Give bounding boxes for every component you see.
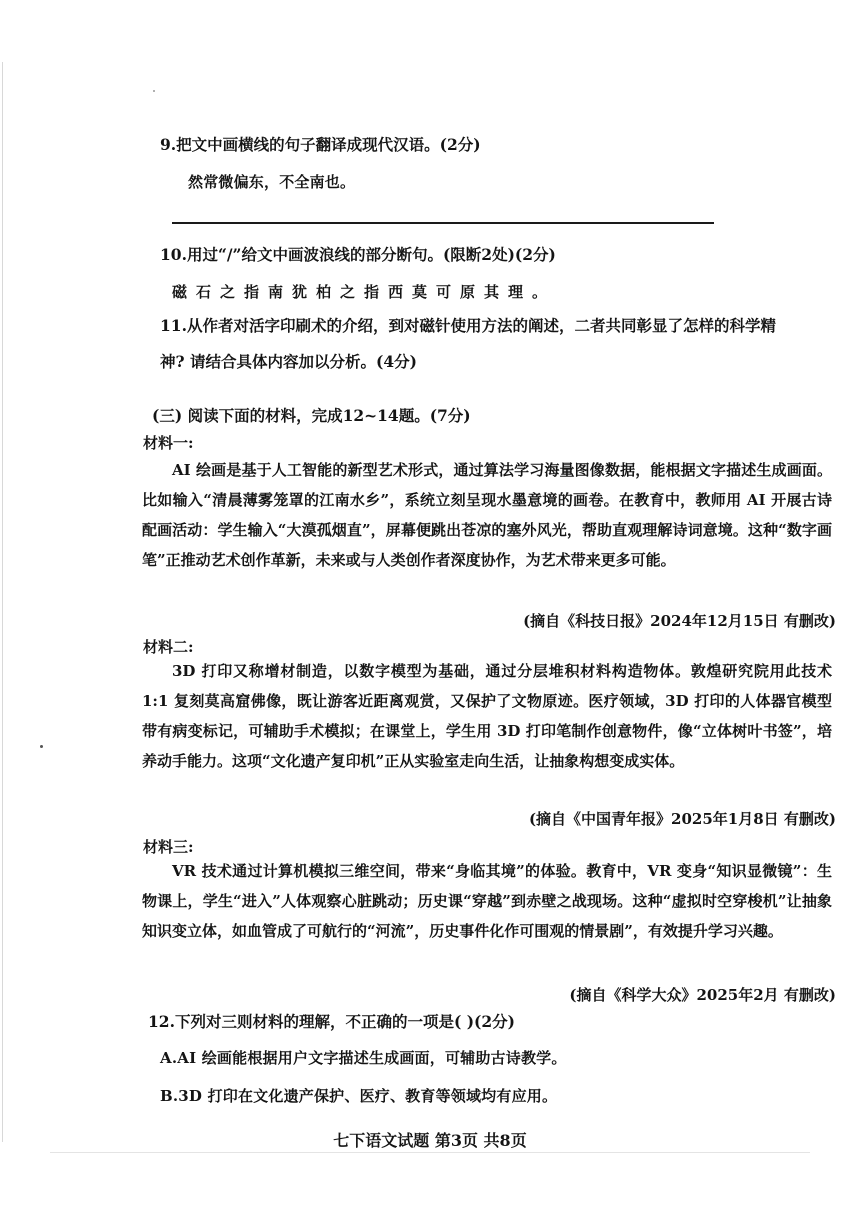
material-3-source: (摘自《科学大众》2025年2月 有删改) xyxy=(569,986,836,1004)
material-3-text xyxy=(142,856,832,946)
question-9-sentence: 然常微偏东，不全南也。 xyxy=(188,173,356,191)
material-1-body: AI 绘画是基于人工智能的新型艺术形式，通过算法学习海量图像数据，能根据文字描述生成画面。比如输入“清晨薄雾笼罩的江南水乡”，系统立刻呈现水墨意境的画卷。在教育中，教师用 AI 开展古诗配画活动：学生输入“大漠孤烟直”，屏幕便跳出苍凉的塞外风光，帮助直观理解诗词意境。这种“数字画笔”正推动艺术创作革新，未来或与人类创作者深度协作，为艺术带来更多可能。 xyxy=(142,461,832,569)
material-2-body: 3D 打印又称增材制造，以数字模型为基础，通过分层堆积材料构造物体。敦煌研究院用此技术 1:1 复刻莫高窟佛像，既让游客近距离观赏，又保护了文物原迹。医疗领域，3D 打印的人体器官模型带有病变标记，可辅助手术模拟；在课堂上，学生用 3D 打印笔制作创意物件，像“立体树叶书签”，培养动手能力。这项“文化遗产复印机”正从实验室走向生活，让抽象构想变成实体。 xyxy=(142,662,832,770)
question-12-option-b: B.3D 打印在文化遗产保护、医疗、教育等领域均有应用。 xyxy=(160,1087,558,1105)
material-1-source: (摘自《科技日报》2024年12月15日 有删改) xyxy=(523,612,836,630)
answer-line xyxy=(172,222,714,224)
question-12-option-a: A.AI 绘画能根据用户文字描述生成画面，可辅助古诗教学。 xyxy=(160,1049,567,1067)
question-9-prompt: 9.把文中画横线的句子翻译成现代汉语。(2分) xyxy=(160,135,481,154)
material-3-body: VR 技术通过计算机模拟三维空间，带来“身临其境”的体验。教育中，VR 变身“知识显微镜”：生物课上，学生“进入”人体观察心脏跳动；历史课“穿越”到赤壁之战现场。这种“虚拟时空穿梭机”让抽象知识变立体，如血管成了可航行的“河流”，历史事件化作可围观的情景剧”，有效提升学习兴趣。 xyxy=(142,862,832,940)
material-2-label: 材料二: xyxy=(143,638,194,656)
question-10-prompt: 10.用过“/”给文中画波浪线的部分断句。(限断2处)(2分) xyxy=(160,245,556,264)
material-3-label: 材料三: xyxy=(143,838,194,856)
footer-rule xyxy=(50,1152,810,1153)
scan-speck xyxy=(153,90,155,92)
question-12-prompt: 12.下列对三则材料的理解，不正确的一项是( )(2分) xyxy=(148,1012,515,1031)
page-footer: 七下语文试题 第3页 共8页 xyxy=(333,1131,527,1150)
question-11-prompt-line2: 神? 请结合具体内容加以分析。(4分) xyxy=(160,352,417,371)
material-2-source: (摘自《中国青年报》2025年1月8日 有删改) xyxy=(528,810,836,828)
material-1-text xyxy=(142,455,832,575)
section-3-heading: (三) 阅读下面的材料，完成12~14题。(7分) xyxy=(152,406,471,425)
question-11-prompt-line1: 11.从作者对活字印刷术的介绍，到对磁针使用方法的阐述，二者共同彰显了怎样的科学精 xyxy=(160,316,776,335)
scan-edge xyxy=(2,62,3,1142)
material-1-label: 材料一: xyxy=(143,434,194,452)
question-10-sentence: 磁石之指南犹柏之指西莫可原其理。 xyxy=(172,283,557,301)
scan-speck xyxy=(40,745,43,748)
material-2-text xyxy=(142,656,832,776)
